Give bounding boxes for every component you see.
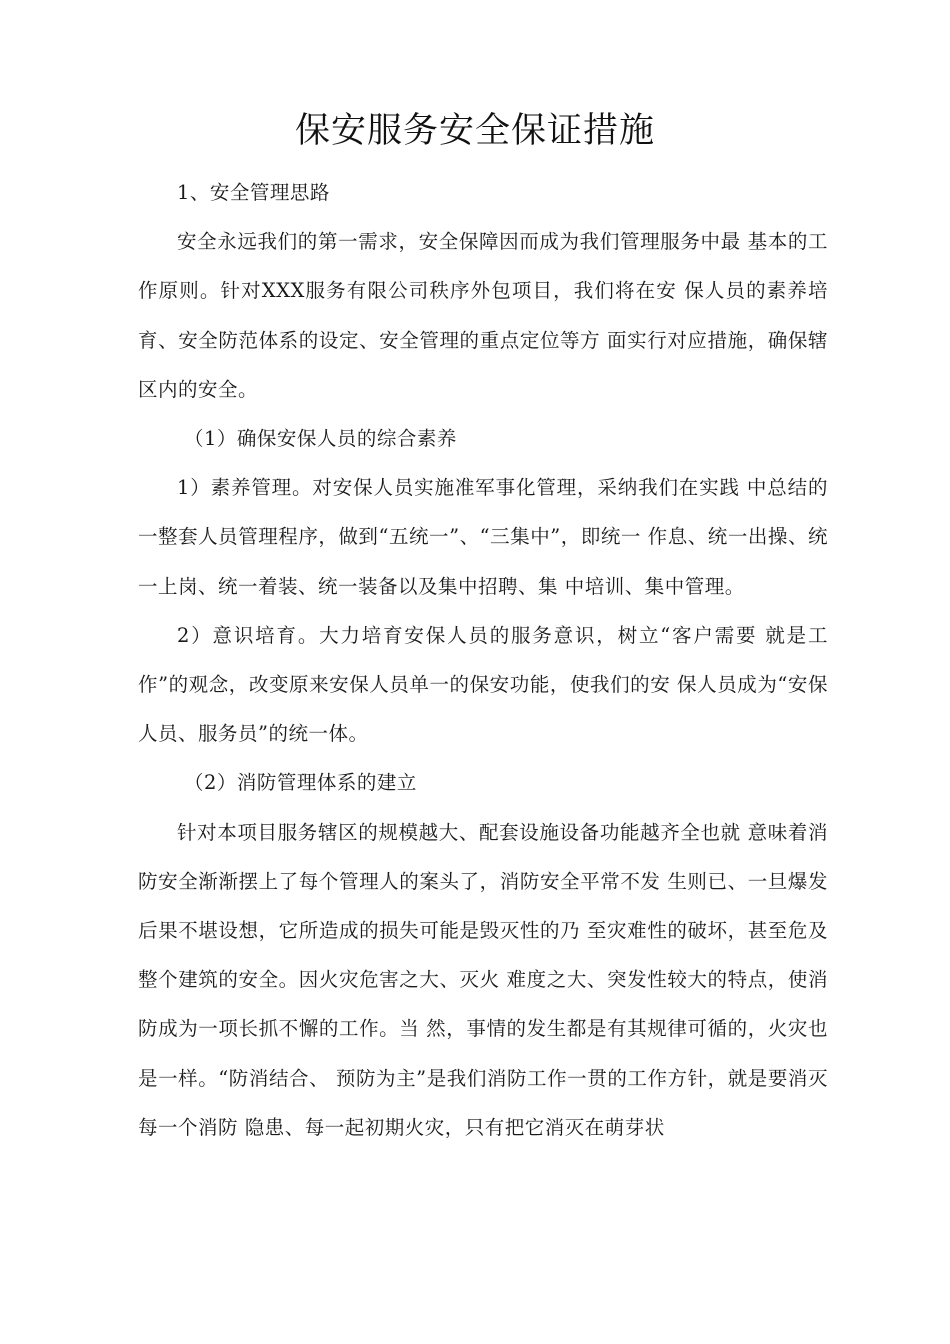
paragraph-safety-principle: 安全永远我们的第一需求，安全保障因而成为我们管理服务中最 基本的工作原则。针对XXX服务有限公司秩序外包项目，我们将在安 保人员的素养培育、安全防范体系的设定、安全管理的重点定位等方 面实行对应措施，确保辖区内的安全。	[138, 230, 828, 401]
section-heading-safety-management: 1、安全管理思路	[177, 181, 330, 204]
subheading-personnel-quality: （1）确保安保人员的综合素养	[184, 427, 457, 451]
subheading-fire-management: （2）消防管理体系的建立	[184, 771, 417, 795]
document-title: 保安服务安全保证措施	[294, 111, 655, 151]
document-body	[138, 168, 828, 1152]
paragraph-quality-management: 1）素养管理。对安保人员实施准军事化管理，采纳我们在实践 中总结的一整套人员管理程序，做到“五统一”、“三集中”，即统一 作息、统一出操、统一上岗、统一着装、统一装备以及集中招聘、集 中培训、集中管理。	[138, 476, 828, 598]
paragraph-fire-safety: 针对本项目服务辖区的规模越大、配套设施设备功能越齐全也就 意味着消防安全渐渐摆上了每个管理人的案头了，消防安全平常不发 生则已、一旦爆发后果不堪设想，它所造成的损失可能是毁灭性的乃 至灾难性的破坏，甚至危及整个建筑的安全。因火灾危害之大、灭火 难度之大、突发性较大的特点，使消防成为一项长抓不懈的工作。当 然，事情的发生都是有其规律可循的，火灾也是一样。“防消结合、 预防为主”是我们消防工作一贯的工作方针，就是要消灭每一个消防 隐患、每一起初期火灾，只有把它消灭在萌芽状	[138, 820, 828, 1139]
paragraph-awareness-training: 2）意识培育。大力培育安保人员的服务意识，树立“客户需要 就是工作”的观念，改变原来安保人员单一的保安功能，使我们的安 保人员成为“安保人员、服务员”的统一体。	[138, 623, 828, 746]
